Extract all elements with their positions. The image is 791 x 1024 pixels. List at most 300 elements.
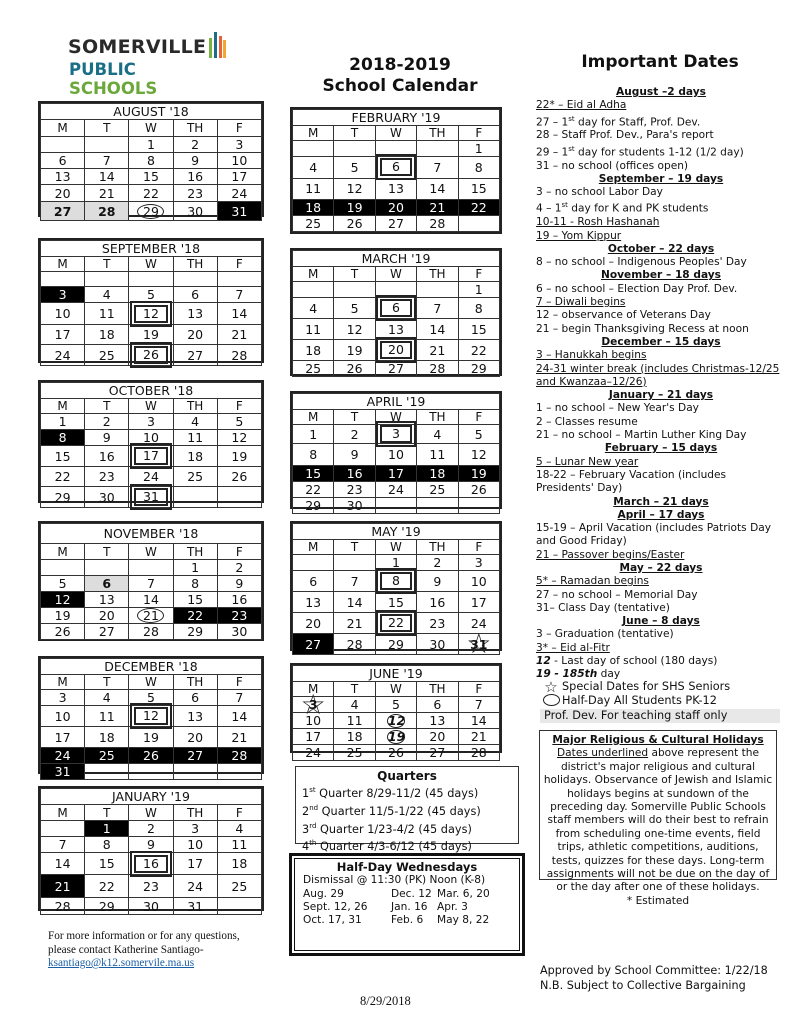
empty-cell — [375, 141, 416, 157]
day-cell: 17 — [217, 169, 261, 185]
weekday-header: M — [41, 805, 85, 821]
day-cell: 19 — [334, 340, 375, 361]
day-cell: 29 — [173, 624, 217, 640]
weekday-header: TH — [417, 410, 458, 425]
day-cell: 29 — [129, 202, 173, 221]
day-cell: 17 — [293, 729, 334, 745]
day-cell: 17 — [129, 446, 173, 467]
date-entry: 3 – Hanukkah begins — [536, 349, 647, 362]
day-cell: 10 — [41, 706, 85, 727]
date-entry: 21 – no school – Martin Luther King Day — [536, 429, 747, 442]
empty-cell — [217, 898, 261, 915]
month-header: DECEMBER '18 — [41, 659, 262, 675]
day-cell: 28 — [217, 748, 261, 764]
empty-cell — [129, 764, 173, 780]
day-cell: 15 — [458, 319, 499, 340]
day-cell: 16 — [334, 466, 375, 482]
day-cell: 13 — [173, 706, 217, 727]
day-cell: 10 — [458, 571, 499, 592]
weekday-header: T — [85, 399, 129, 414]
weekday-header: TH — [417, 126, 458, 141]
day-cell: 27 — [85, 624, 129, 640]
major-holidays-box — [539, 730, 777, 907]
half-day-wednesdays-box — [289, 853, 525, 956]
weekday-header: M — [293, 410, 334, 425]
day-cell: 28 — [334, 634, 375, 655]
weekday-header: F — [458, 126, 499, 141]
weekday-header: T — [85, 675, 129, 690]
day-cell: 26 — [217, 467, 261, 487]
weekday-header: F — [217, 544, 261, 560]
empty-cell — [417, 282, 458, 298]
day-cell: 24 — [129, 467, 173, 487]
day-cell: 15 — [375, 592, 416, 613]
day-cell: 21 — [334, 613, 375, 634]
day-cell: 11 — [217, 837, 261, 853]
day-cell: 27 — [173, 345, 217, 366]
date-entry: 18-22 – February Vacation (includes Presidents' Day) — [536, 468, 727, 495]
day-cell: 8 — [173, 576, 217, 592]
day-cell: 3 — [41, 690, 85, 706]
day-cell: 20 — [85, 608, 129, 624]
date-entry: 8 – no school – Indigenous Peoples' Day — [536, 256, 747, 269]
day-cell: 28 — [417, 361, 458, 377]
empty-cell — [293, 282, 334, 298]
day-cell: 9 — [334, 444, 375, 466]
half-day-date: Mar. 6, 20 — [437, 887, 490, 900]
day-cell: 8 — [375, 571, 416, 592]
day-cell: 14 — [85, 169, 129, 185]
day-cell: 11 — [85, 706, 129, 727]
date-entry: 24-31 winter break (includes Christmas-12/25 and Kwanzaa–12/26) — [536, 362, 780, 388]
calendar-jun19 — [290, 663, 502, 760]
day-cell: 22 — [85, 875, 129, 898]
day-cell: 2 — [85, 414, 129, 430]
day-cell: 4 — [334, 697, 375, 713]
day-cell: 30 — [417, 634, 458, 655]
day-cell: 24 — [41, 345, 85, 366]
day-cell: 17 — [375, 466, 416, 482]
empty-cell — [458, 498, 499, 514]
weekday-header: M — [293, 126, 334, 141]
calendar-dec18 — [38, 656, 264, 779]
day-cell: 5 — [217, 414, 261, 430]
date-entry: 21 – Passover begins/Easter — [536, 548, 685, 561]
day-cell: 28 — [85, 202, 129, 221]
day-cell: 15 — [85, 853, 129, 875]
day-cell: 12 — [129, 303, 173, 325]
day-cell: 3 — [41, 287, 85, 303]
day-cell: 14 — [41, 853, 85, 875]
day-cell: 8 — [41, 430, 85, 446]
empty-cell — [41, 560, 85, 576]
last-day-num: 12 — [536, 655, 551, 668]
day-cell: 28 — [458, 745, 499, 761]
day-cell: 7 — [217, 287, 261, 303]
day-cell: 6 — [85, 576, 129, 592]
approval-note — [540, 963, 790, 993]
weekday-header: W — [129, 399, 173, 414]
day-cell: 29 — [375, 634, 416, 655]
date-entry: 19 – Yom Kippur — [536, 229, 622, 242]
weekday-header: T — [334, 126, 375, 141]
day-cell: 7 — [334, 571, 375, 592]
empty-cell — [129, 272, 173, 287]
day-cell: 14 — [217, 706, 261, 727]
day-cell: 1 — [129, 137, 173, 153]
day-cell: 4 — [85, 287, 129, 303]
calendar-aug18 — [38, 101, 264, 217]
legend-star — [540, 680, 780, 694]
day-cell: 13 — [173, 303, 217, 325]
date-entry: 5* – Ramadan begins — [536, 575, 649, 588]
day-cell: 29 — [458, 361, 499, 377]
logo-line-1: SOMERVILLE — [68, 36, 207, 58]
day-cell: 22 — [129, 185, 173, 202]
day-cell: 26 — [129, 748, 173, 764]
day-cell: 4 — [85, 690, 129, 706]
day-cell: 5 — [334, 298, 375, 319]
day-cell: 20 — [417, 729, 458, 745]
day-cell: 4 — [293, 298, 334, 319]
bargaining-line: N.B. Subject to Collective Bargaining — [540, 979, 746, 992]
day-cell: 2 — [334, 425, 375, 444]
day-cell: 10 — [293, 713, 334, 729]
half-day-date: May 8, 22 — [437, 914, 490, 927]
weekday-header: F — [458, 410, 499, 425]
day-cell: ☆ 3 — [293, 697, 334, 713]
date-entry: 2 – Classes resume — [536, 415, 638, 428]
legend-oval — [540, 694, 780, 708]
day-cell: 14 — [129, 592, 173, 608]
month-summary-heading: October – 22 days — [607, 242, 715, 255]
day-cell: 2 — [417, 555, 458, 571]
month-summary-heading: May – 22 days — [619, 561, 703, 574]
legend-star-label: Special Dates for SHS Seniors — [562, 680, 731, 693]
empty-cell — [173, 487, 217, 508]
weekday-header: M — [41, 120, 85, 137]
weekday-header: TH — [173, 399, 217, 414]
month-header: OCTOBER '18 — [41, 383, 262, 399]
day-cell: 28 — [41, 898, 85, 915]
day-cell: 22 — [375, 613, 416, 634]
day-cell: 31 — [129, 487, 173, 508]
calendar-nov18 — [38, 521, 264, 641]
weekday-header: TH — [173, 675, 217, 690]
day-cell: 17 — [458, 592, 499, 613]
day-cell: 24 — [41, 748, 85, 764]
date-entry: 15-19 – April Vacation (includes Patriots Day and Good Friday) — [536, 522, 771, 548]
month-header: NOVEMBER '18 — [41, 524, 262, 544]
day-cell: 20 — [41, 185, 85, 202]
day-cell: 26 — [41, 624, 85, 640]
day-cell: 27 — [41, 202, 85, 221]
day-cell: 30 — [129, 898, 173, 915]
weekday-header: T — [85, 257, 129, 272]
day-cell: 25 — [417, 482, 458, 498]
date-entry: 12 – observance of Veterans Day — [536, 309, 711, 322]
day-cell: 11 — [293, 178, 334, 199]
day-cell: 17 — [41, 325, 85, 345]
day-cell: 10 — [129, 430, 173, 446]
day-cell: 23 — [217, 608, 261, 624]
major-body-text: above represent the district's major religious and cultural holidays. Observance of Jewish and Islamic holidays begins at sundown of the preceding day. Somerville Public Schools staff members will do their best to refrain from scheduling one-time events, field trips, athletic competitions, auditions, tests, quizzes for these days. Long-term assignments will not be due on the day of or the day after one of these holidays. — [543, 747, 773, 894]
title-year: 2018-2019 — [349, 55, 451, 75]
day-cell: 22 — [458, 340, 499, 361]
day-cell: 19 — [458, 466, 499, 482]
empty-cell — [41, 272, 85, 287]
day-185-num: 19 - 185th — [536, 668, 598, 681]
day-cell: 3 — [129, 414, 173, 430]
day-cell: 12 — [217, 430, 261, 446]
day-cell: 24 — [458, 613, 499, 634]
day-cell: 30 — [85, 487, 129, 508]
date-entry: 4 – 1st day for K and PK students — [536, 201, 709, 215]
weekday-header: M — [293, 682, 334, 697]
month-header: JUNE '19 — [293, 666, 500, 682]
day-cell: 27 — [375, 361, 416, 377]
day-cell: 15 — [293, 466, 334, 482]
page-title — [300, 55, 500, 97]
weekday-header: TH — [173, 257, 217, 272]
day-cell: 9 — [217, 576, 261, 592]
day-cell: 6 — [173, 690, 217, 706]
day-cell: 5 — [129, 690, 173, 706]
district-logo — [68, 28, 228, 98]
day-cell: 20 — [375, 340, 416, 361]
day-cell: 24 — [173, 875, 217, 898]
day-cell: 25 — [173, 467, 217, 487]
day-cell: 30 — [217, 624, 261, 640]
day-cell: 7 — [417, 298, 458, 319]
day-cell: 15 — [458, 178, 499, 199]
day-cell: 26 — [129, 345, 173, 366]
day-cell: 1 — [458, 141, 499, 157]
date-entry: 3* – Eid al-Fitr — [536, 641, 610, 654]
day-cell: 9 — [129, 837, 173, 853]
day-cell: 9 — [173, 153, 217, 169]
empty-cell — [85, 560, 129, 576]
day-cell: 7 — [85, 153, 129, 169]
date-entry: 22* – Eid al Adha — [536, 99, 627, 112]
day-cell: 4 — [217, 821, 261, 837]
approved-line: Approved by School Committee: 1/22/18 — [540, 964, 768, 977]
day-cell: 18 — [417, 466, 458, 482]
month-header: APRIL '19 — [293, 394, 500, 410]
day-cell: 20 — [173, 325, 217, 345]
day-cell: 20 — [173, 727, 217, 748]
date-entry: 31 – no school (offices open) — [536, 159, 689, 172]
estimated-note: * Estimated — [626, 894, 690, 907]
oval-icon — [540, 694, 562, 708]
day-cell: 3 — [173, 821, 217, 837]
day-cell: 20 — [375, 199, 416, 215]
day-cell: 10 — [375, 444, 416, 466]
day-cell: 8 — [458, 157, 499, 178]
half-day-date: Jan. 16 — [391, 900, 428, 913]
day-cell: 1 — [458, 282, 499, 298]
date-entry: 10-11 - Rosh Hashanah — [536, 216, 660, 229]
day-cell: 18 — [173, 446, 217, 467]
day-cell: 7 — [129, 576, 173, 592]
weekday-header: W — [129, 257, 173, 272]
day-cell: 24 — [217, 185, 261, 202]
day-cell: 26 — [334, 215, 375, 231]
date-entry: 3 – Graduation (tentative) — [536, 628, 674, 641]
weekday-header: T — [334, 267, 375, 282]
day-cell: 28 — [217, 345, 261, 366]
day-cell: 2 — [173, 137, 217, 153]
weekday-header: W — [129, 805, 173, 821]
day-cell: 23 — [129, 875, 173, 898]
month-summary-heading: January – 21 days — [608, 389, 714, 402]
day-cell: 1 — [85, 821, 129, 837]
day-cell: 21 — [458, 729, 499, 745]
empty-cell — [458, 215, 499, 231]
calendar-feb19 — [290, 107, 502, 234]
legend-profdev-label: Prof. Dev. For teaching staff only — [544, 709, 728, 722]
day-cell: 29 — [293, 498, 334, 514]
day-cell: 1 — [293, 425, 334, 444]
day-cell: 16 — [129, 853, 173, 875]
title-text: School Calendar — [322, 76, 478, 96]
empty-cell — [129, 560, 173, 576]
day-cell: 27 — [417, 745, 458, 761]
contact-text: For more information or for any questions, please contact Katherine Santiago- — [48, 930, 240, 956]
logo-public: PUBLIC — [69, 60, 136, 79]
half-day-date: Apr. 3 — [437, 900, 468, 913]
day-cell: 4 — [293, 157, 334, 178]
day-cell: 5 — [375, 697, 416, 713]
day-cell: 3 — [375, 425, 416, 444]
weekday-header: T — [85, 544, 129, 560]
day-cell: 4 — [173, 414, 217, 430]
day-cell: 15 — [41, 446, 85, 467]
month-header: MAY '19 — [293, 524, 500, 540]
day-cell: 27 — [375, 215, 416, 231]
empty-cell — [375, 498, 416, 514]
half-day-title: Half-Day Wednesdays — [336, 860, 478, 874]
day-cell: 12 — [41, 592, 85, 608]
empty-cell — [293, 141, 334, 157]
weekday-header: T — [334, 410, 375, 425]
weekday-header: W — [375, 682, 416, 697]
day-cell: 11 — [293, 319, 334, 340]
day-cell: 11 — [417, 444, 458, 466]
quarters-box — [295, 766, 519, 854]
day-cell: 10 — [173, 837, 217, 853]
weekday-header: F — [458, 682, 499, 697]
day-cell: 25 — [293, 361, 334, 377]
contact-info — [48, 930, 248, 971]
day-cell: 22 — [293, 482, 334, 498]
day-cell: 7 — [458, 697, 499, 713]
day-cell: ☆ 31 — [458, 634, 499, 655]
half-day-date: Feb. 6 — [391, 914, 424, 927]
month-header: MARCH '19 — [293, 251, 500, 267]
day-cell: 18 — [217, 853, 261, 875]
day-cell: 22 — [173, 608, 217, 624]
day-cell: 7 — [417, 157, 458, 178]
day-cell: 18 — [85, 325, 129, 345]
day-cell: 7 — [41, 837, 85, 853]
weekday-header: F — [217, 257, 261, 272]
legend-oval-label: Half-Day All Students PK-12 — [562, 694, 717, 707]
empty-cell — [173, 272, 217, 287]
day-cell: 8 — [85, 837, 129, 853]
month-summary-heading: September – 19 days — [598, 172, 724, 185]
day-cell: 5 — [458, 425, 499, 444]
month-summary-heading: March – 21 days — [613, 495, 709, 508]
date-entry: 29 – 1st day for students 1-12 (1/2 day) — [536, 144, 744, 159]
calendar-may19 — [290, 521, 502, 651]
day-cell: 16 — [173, 169, 217, 185]
day-cell: 26 — [375, 745, 416, 761]
date-entry: 3 – no school Labor Day — [536, 186, 663, 199]
major-holidays-title: Major Religious & Cultural Holidays — [552, 734, 764, 746]
day-cell: 13 — [85, 592, 129, 608]
weekday-header: T — [334, 540, 375, 555]
empty-cell — [334, 282, 375, 298]
day-cell: 1 — [41, 414, 85, 430]
quarters-title: Quarters — [377, 769, 437, 783]
quarter-item: 2nd Quarter 11/5-1/22 (45 days) — [302, 803, 481, 818]
day-cell: 26 — [458, 482, 499, 498]
empty-cell — [375, 282, 416, 298]
weekday-header: TH — [173, 120, 217, 137]
weekday-header: M — [41, 675, 85, 690]
month-header: SEPTEMBER '18 — [41, 241, 262, 257]
day-cell: 25 — [334, 745, 375, 761]
weekday-header: TH — [173, 544, 217, 560]
day-cell: 19 — [217, 446, 261, 467]
empty-cell — [417, 141, 458, 157]
date-entry: 6 – no school – Election Day Prof. Dev. — [536, 282, 738, 295]
weekday-header: T — [85, 120, 129, 137]
star-icon: ☆ — [544, 678, 558, 696]
calendar-sep18 — [38, 238, 264, 363]
logo-line-2 — [69, 60, 228, 98]
day-cell: 21 — [217, 727, 261, 748]
legend-profdev — [540, 709, 780, 723]
day-cell: 15 — [173, 592, 217, 608]
day-cell: 26 — [334, 361, 375, 377]
day-cell: 24 — [293, 745, 334, 761]
day-cell: 11 — [85, 303, 129, 325]
weekday-header: M — [293, 267, 334, 282]
day-cell: 14 — [458, 713, 499, 729]
day-cell: 10 — [41, 303, 85, 325]
day-cell: 20 — [293, 613, 334, 634]
day-cell: 14 — [217, 303, 261, 325]
day-cell: 9 — [417, 571, 458, 592]
calendar-oct18 — [38, 380, 264, 503]
day-cell: 31 — [217, 202, 261, 221]
weekday-header: F — [217, 805, 261, 821]
day-cell: 8 — [458, 298, 499, 319]
day-cell: 21 — [417, 340, 458, 361]
weekday-header: W — [375, 126, 416, 141]
month-summary-heading: November – 18 days — [601, 269, 721, 282]
day-cell: 17 — [41, 727, 85, 748]
weekday-header: W — [375, 540, 416, 555]
weekday-header: W — [375, 267, 416, 282]
day-cell: 18 — [293, 340, 334, 361]
empty-cell — [417, 498, 458, 514]
day-cell: 18 — [85, 727, 129, 748]
important-lines — [536, 86, 786, 655]
contact-email-link[interactable]: ksantiago@k12.somervile.ma.us — [48, 957, 195, 969]
